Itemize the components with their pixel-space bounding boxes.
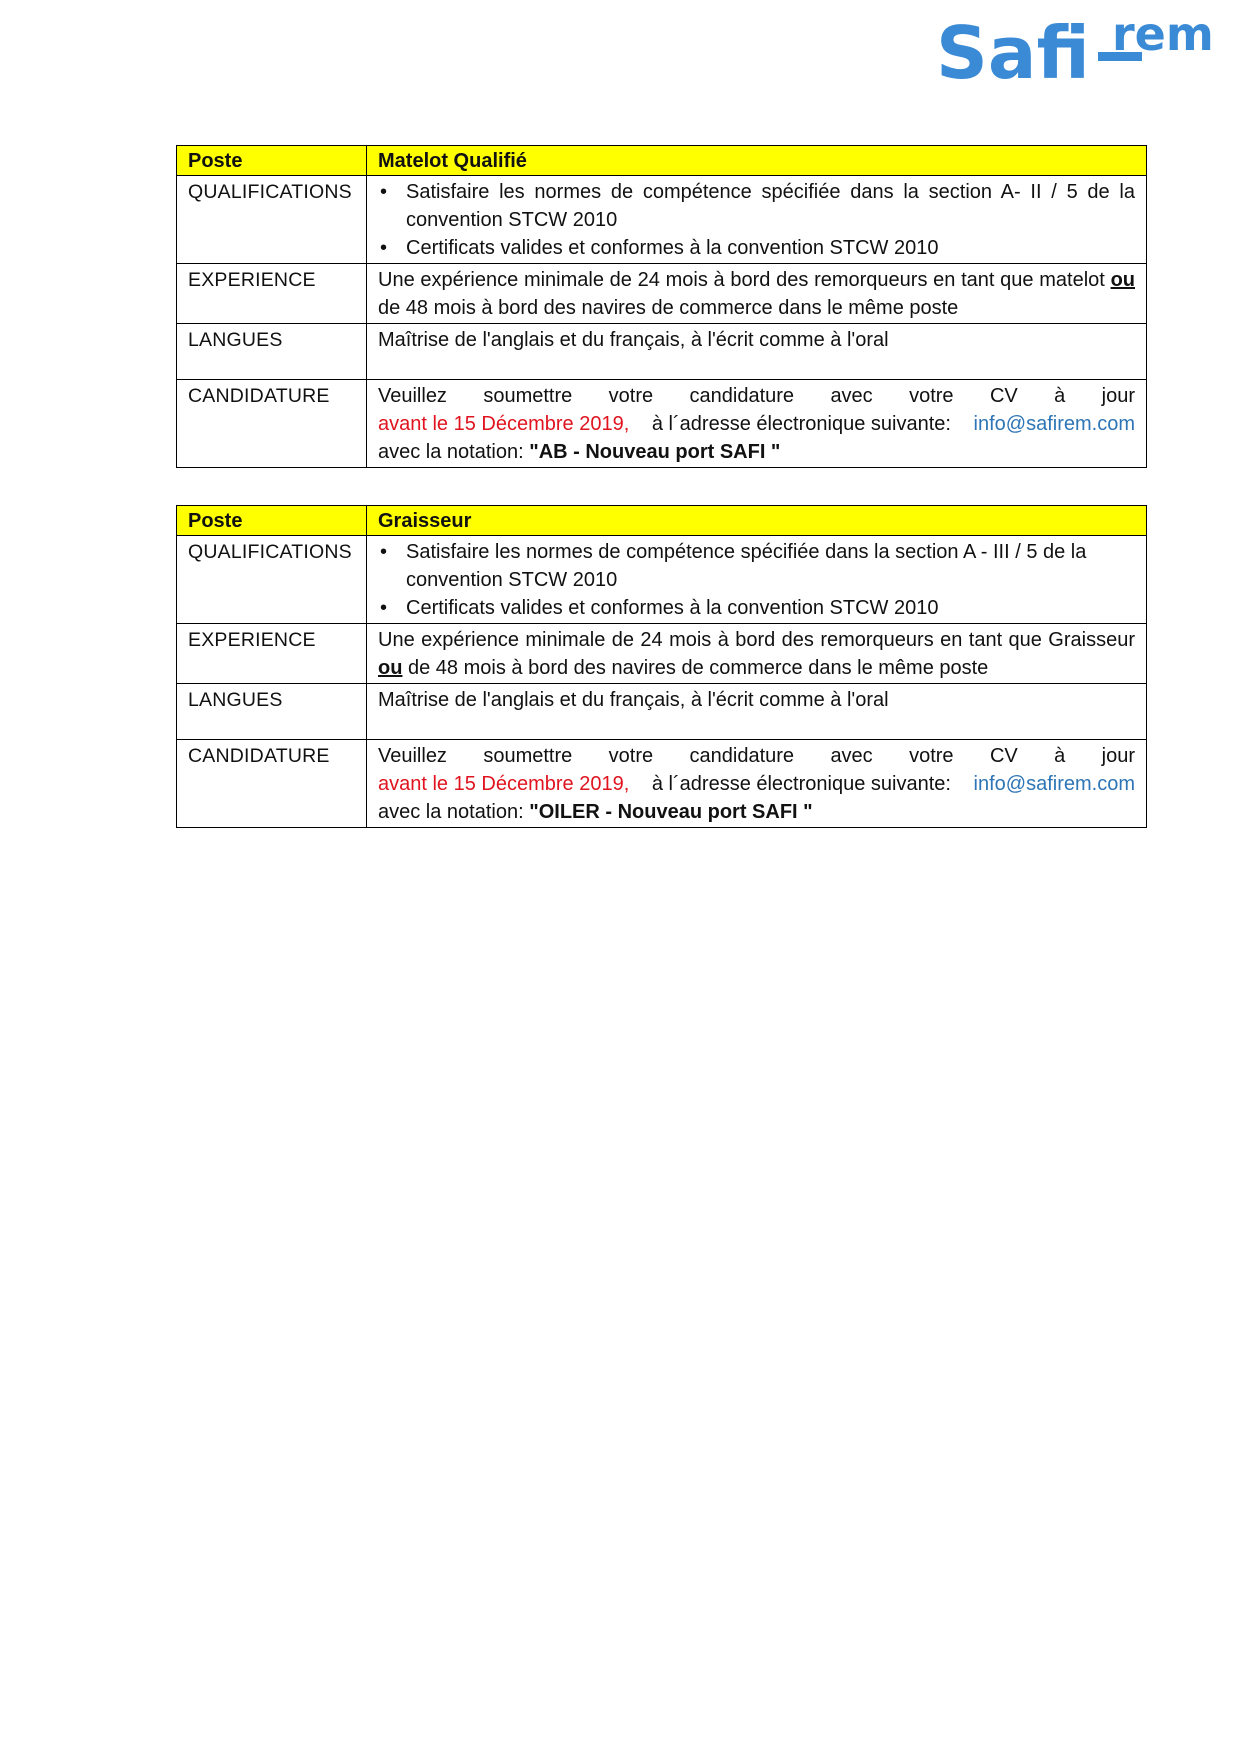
email-link[interactable]: info@safirem.com xyxy=(973,413,1135,435)
label-experience: EXPERIENCE xyxy=(177,624,367,684)
qualification-item: • Satisfaire les normes de compétence spécifiée dans la section A - III / 5 de la convention STCW 2010 xyxy=(380,541,1087,591)
candidature-cell xyxy=(367,380,1147,468)
deadline-text: avant le 15 Décembre 2019, xyxy=(378,773,630,795)
langues-text: Maîtrise de l'anglais et du français, à l'écrit comme à l'oral xyxy=(367,684,1147,740)
row-langues xyxy=(177,684,1147,740)
label-qualifications: QUALIFICATIONS xyxy=(177,176,367,264)
row-poste xyxy=(177,506,1147,536)
job-table-graisseur xyxy=(176,505,1147,828)
safirem-logo-graphic xyxy=(936,8,1226,88)
qualifications-cell xyxy=(367,176,1147,264)
label-candidature: CANDIDATURE xyxy=(177,740,367,828)
row-qualifications xyxy=(177,536,1147,624)
label-poste: Poste xyxy=(177,506,367,536)
label-langues: LANGUES xyxy=(177,324,367,380)
candidature-line3: avec la notation: "AB - Nouveau port SAFI " xyxy=(378,441,781,463)
candidature-line1: Veuillez soumettre votre candidature avec votre CV à jour xyxy=(378,745,1135,767)
label-qualifications: QUALIFICATIONS xyxy=(177,536,367,624)
langues-text: Maîtrise de l'anglais et du français, à l'écrit comme à l'oral xyxy=(367,324,1147,380)
experience-text: Une expérience minimale de 24 mois à bord des remorqueurs en tant que Graisseur ou de 48 mois à bord des navires de commerce dans le même poste xyxy=(367,624,1147,684)
experience-ou: ou xyxy=(378,657,403,679)
svg-text:rem: rem xyxy=(1112,8,1214,61)
qualifications-list xyxy=(378,538,1135,622)
experience-ou: ou xyxy=(1110,269,1136,291)
notation-value: "AB - Nouveau port SAFI " xyxy=(529,441,781,463)
row-experience xyxy=(177,624,1147,684)
qualification-item: • Certificats valides et conformes à la convention STCW 2010 xyxy=(380,597,939,619)
row-experience xyxy=(177,264,1147,324)
job-title: Graisseur xyxy=(367,506,1147,536)
job-table-matelot xyxy=(176,145,1147,468)
qualifications-list xyxy=(378,178,1135,262)
candidature-line2: avant le 15 Décembre 2019, à l´adresse électronique suivante: info@safirem.com xyxy=(378,410,1135,438)
notation-value: "OILER - Nouveau port SAFI " xyxy=(529,801,813,823)
label-candidature: CANDIDATURE xyxy=(177,380,367,468)
candidature-line1: Veuillez soumettre votre candidature avec votre CV à jour xyxy=(378,385,1135,407)
row-candidature xyxy=(177,380,1147,468)
deadline-text: avant le 15 Décembre 2019, xyxy=(378,413,630,435)
job-title: Matelot Qualifié xyxy=(367,146,1147,176)
qualification-item: • Certificats valides et conformes à la convention STCW 2010 xyxy=(380,237,939,259)
experience-text: Une expérience minimale de 24 mois à bord des remorqueurs en tant que matelot ou de 48 mois à bord des navires de commerce dans le même poste xyxy=(367,264,1147,324)
row-langues xyxy=(177,324,1147,380)
email-link[interactable]: info@safirem.com xyxy=(973,773,1135,795)
candidature-cell xyxy=(367,740,1147,828)
candidature-line2: avant le 15 Décembre 2019, à l´adresse électronique suivante: info@safirem.com xyxy=(378,770,1135,798)
row-poste xyxy=(177,146,1147,176)
candidature-line3: avec la notation: "OILER - Nouveau port SAFI " xyxy=(378,801,813,823)
svg-text:Safi: Safi xyxy=(936,11,1090,88)
qualification-item: • Satisfaire les normes de compétence spécifiée dans la section A- II / 5 de la convention STCW 2010 xyxy=(380,181,1135,231)
qualifications-cell xyxy=(367,536,1147,624)
label-langues: LANGUES xyxy=(177,684,367,740)
label-poste: Poste xyxy=(177,146,367,176)
row-qualifications xyxy=(177,176,1147,264)
row-candidature xyxy=(177,740,1147,828)
label-experience: EXPERIENCE xyxy=(177,264,367,324)
safirem-logo xyxy=(936,8,1226,88)
